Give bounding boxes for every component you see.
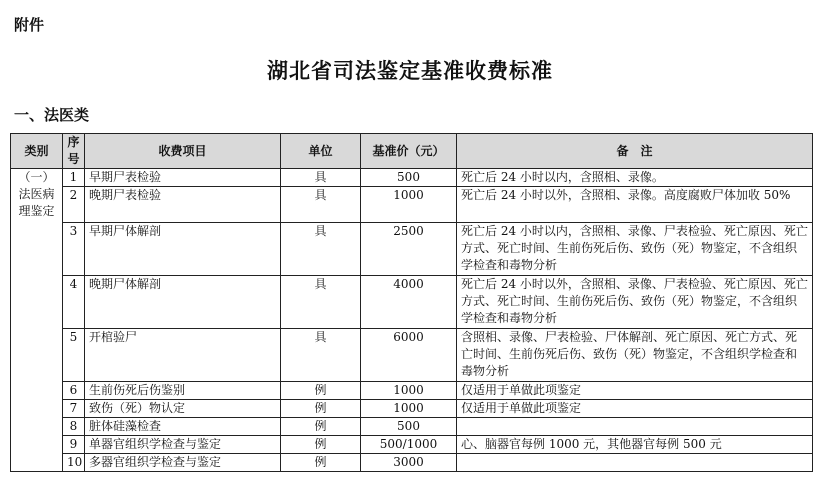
unit-cell: 具: [281, 223, 361, 276]
unit-cell: 例: [281, 454, 361, 472]
price-cell: 2500: [361, 223, 457, 276]
table-row: [11, 436, 813, 454]
attachment-label: 附件: [14, 16, 45, 34]
note-cell: [457, 454, 813, 472]
item-cell: 早期尸表检验: [85, 169, 281, 187]
category-cell: （一）法医病理鉴定: [11, 169, 63, 472]
table-row: [11, 187, 813, 223]
table-row: [11, 276, 813, 329]
note-cell: 死亡后 24 小时以内，含照相、录像。: [457, 169, 813, 187]
fee-table: [10, 133, 813, 472]
price-cell: 4000: [361, 276, 457, 329]
header-category: 类别: [11, 134, 63, 169]
table-row: [11, 329, 813, 382]
unit-cell: 具: [281, 187, 361, 223]
unit-cell: 例: [281, 400, 361, 418]
header-unit: 单位: [281, 134, 361, 169]
seq-cell: 1: [63, 169, 85, 187]
price-cell: 3000: [361, 454, 457, 472]
item-cell: 生前伤死后伤鉴别: [85, 382, 281, 400]
note-cell: [457, 418, 813, 436]
unit-cell: 具: [281, 276, 361, 329]
item-cell: 单器官组织学检查与鉴定: [85, 436, 281, 454]
unit-cell: 具: [281, 329, 361, 382]
table-row: [11, 400, 813, 418]
seq-cell: 9: [63, 436, 85, 454]
note-cell: 仅适用于单做此项鉴定: [457, 400, 813, 418]
item-cell: 脏体硅藻检查: [85, 418, 281, 436]
note-cell: 心、脑器官每例 1000 元，其他器官每例 500 元: [457, 436, 813, 454]
table-row: [11, 418, 813, 436]
price-cell: 500: [361, 418, 457, 436]
section-heading: 一、法医类: [14, 106, 90, 124]
note-cell: 死亡后 24 小时以外，含照相、录像、尸表检验、死亡原因、死亡方式、死亡时间、生前伤死后伤、致伤（死）物鉴定，不含组织学检查和毒物分析: [457, 276, 813, 329]
item-cell: 早期尸体解剖: [85, 223, 281, 276]
price-cell: 500/1000: [361, 436, 457, 454]
seq-cell: 6: [63, 382, 85, 400]
item-cell: 开棺验尸: [85, 329, 281, 382]
price-cell: 6000: [361, 329, 457, 382]
item-cell: 致伤（死）物认定: [85, 400, 281, 418]
price-cell: 1000: [361, 187, 457, 223]
unit-cell: 例: [281, 418, 361, 436]
unit-cell: 例: [281, 436, 361, 454]
header-seq: 序号: [63, 134, 85, 169]
header-note: 备 注: [457, 134, 813, 169]
seq-cell: 7: [63, 400, 85, 418]
item-cell: 多器官组织学检查与鉴定: [85, 454, 281, 472]
header-price: 基准价（元）: [361, 134, 457, 169]
unit-cell: 具: [281, 169, 361, 187]
table-row: [11, 223, 813, 276]
unit-cell: 例: [281, 382, 361, 400]
price-cell: 1000: [361, 400, 457, 418]
note-cell: 含照相、录像、尸表检验、尸体解剖、死亡原因、死亡方式、死亡时间、生前伤死后伤、致伤（死）物鉴定，不含组织学检查和毒物分析: [457, 329, 813, 382]
seq-cell: 4: [63, 276, 85, 329]
seq-cell: 10: [63, 454, 85, 472]
table-row: [11, 169, 813, 187]
seq-cell: 3: [63, 223, 85, 276]
seq-cell: 5: [63, 329, 85, 382]
table-row: [11, 454, 813, 472]
table-row: [11, 382, 813, 400]
price-cell: 500: [361, 169, 457, 187]
header-item: 收费项目: [85, 134, 281, 169]
table-header-row: [11, 134, 813, 169]
seq-cell: 2: [63, 187, 85, 223]
seq-cell: 8: [63, 418, 85, 436]
item-cell: 晚期尸表检验: [85, 187, 281, 223]
note-cell: 仅适用于单做此项鉴定: [457, 382, 813, 400]
document-title: 湖北省司法鉴定基准收费标准: [267, 59, 553, 83]
note-cell: 死亡后 24 小时以内，含照相、录像、尸表检验、死亡原因、死亡方式、死亡时间、生前伤死后伤、致伤（死）物鉴定，不含组织学检查和毒物分析: [457, 223, 813, 276]
item-cell: 晚期尸体解剖: [85, 276, 281, 329]
price-cell: 1000: [361, 382, 457, 400]
note-cell: 死亡后 24 小时以外，含照相、录像。高度腐败尸体加收 50%: [457, 187, 813, 223]
